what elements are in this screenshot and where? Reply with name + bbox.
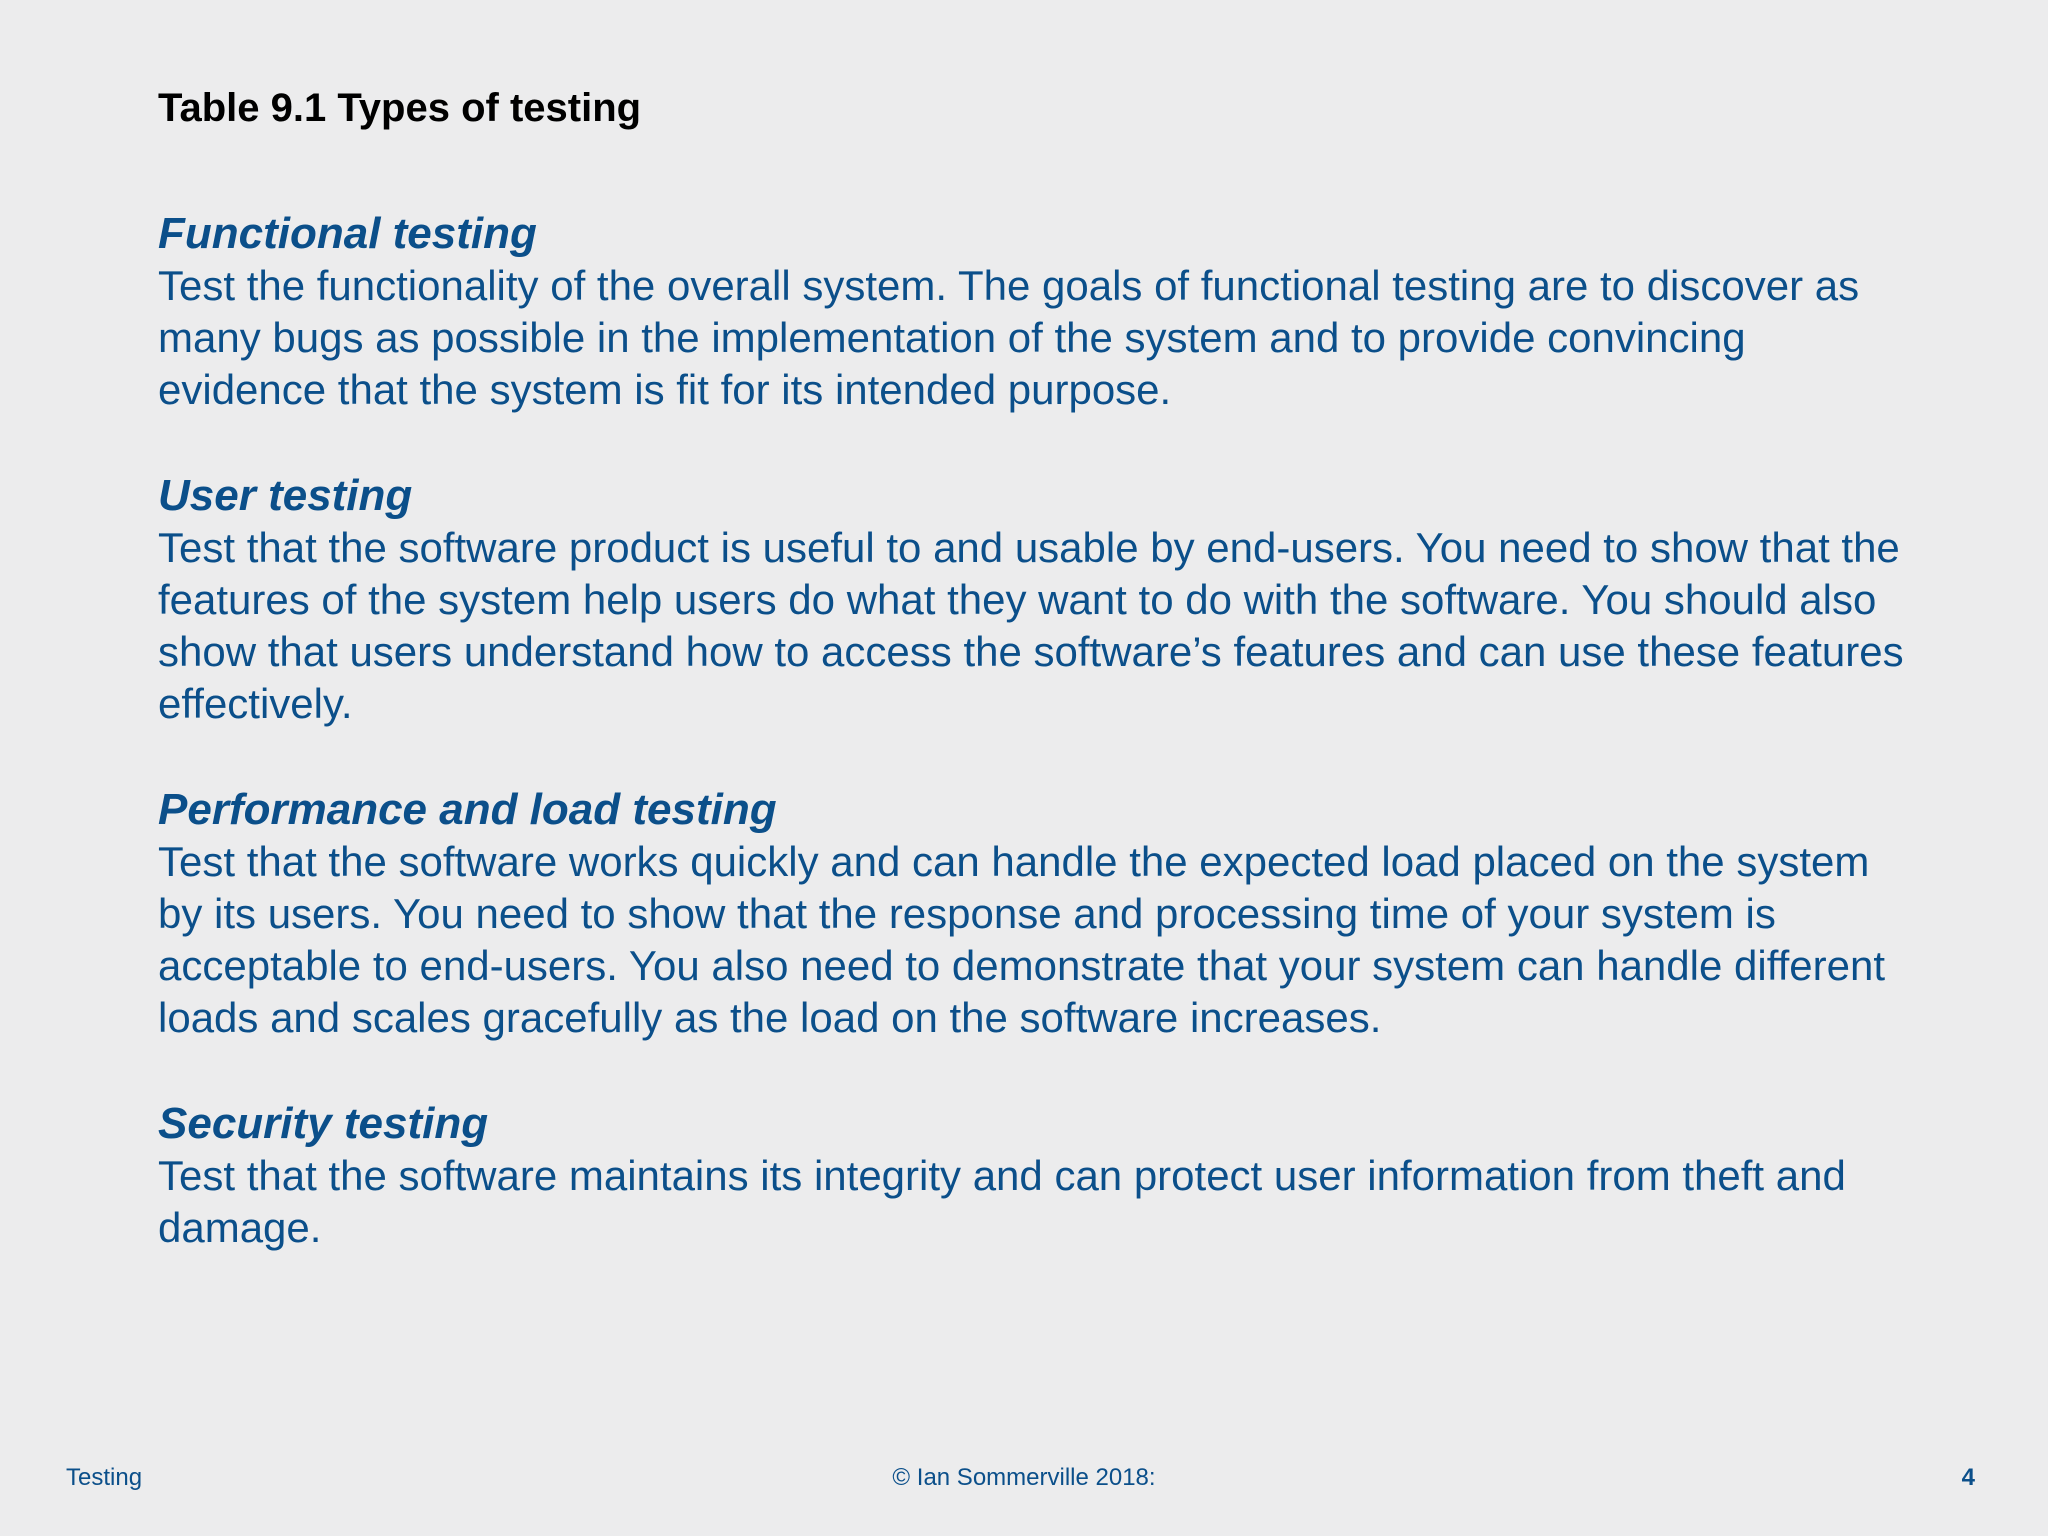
section-security-testing	[158, 1098, 1918, 1254]
section-body: Test that the software product is useful to and usable by end-users. You need to show that the features of the system help users do what they want to do with the software. You should also show that users understand how to access the software’s features and can use these features effectively.	[158, 524, 1904, 727]
section-performance-load-testing	[158, 784, 1918, 1044]
section-body: Test that the software maintains its integrity and can protect user information from theft and damage.	[158, 1152, 1846, 1251]
section-heading: Security testing	[158, 1099, 489, 1148]
section-heading: Performance and load testing	[158, 785, 777, 834]
footer-chapter-label: Testing	[66, 1464, 143, 1491]
footer-page-number: 4	[1961, 1464, 1975, 1491]
section-heading: Functional testing	[158, 209, 537, 258]
footer-copyright: © Ian Sommerville 2018:	[892, 1464, 1156, 1491]
testing-types-list	[158, 208, 1918, 1308]
section-body: Test the functionality of the overall system. The goals of functional testing are to discover as many bugs as possible in the implementation of the system and to provide convincing evidence that the system is fit for its intended purpose.	[158, 262, 1860, 413]
slide-title: Table 9.1 Types of testing	[158, 86, 642, 130]
section-user-testing	[158, 470, 1918, 730]
section-body: Test that the software works quickly and can handle the expected load placed on the system by its users. You need to show that the response and processing time of your system is acceptable to end-users. You also need to demonstrate that your system can handle different loads and scales gracefully as the load on the software increases.	[158, 838, 1886, 1041]
section-functional-testing	[158, 208, 1918, 416]
section-heading: User testing	[158, 471, 413, 520]
